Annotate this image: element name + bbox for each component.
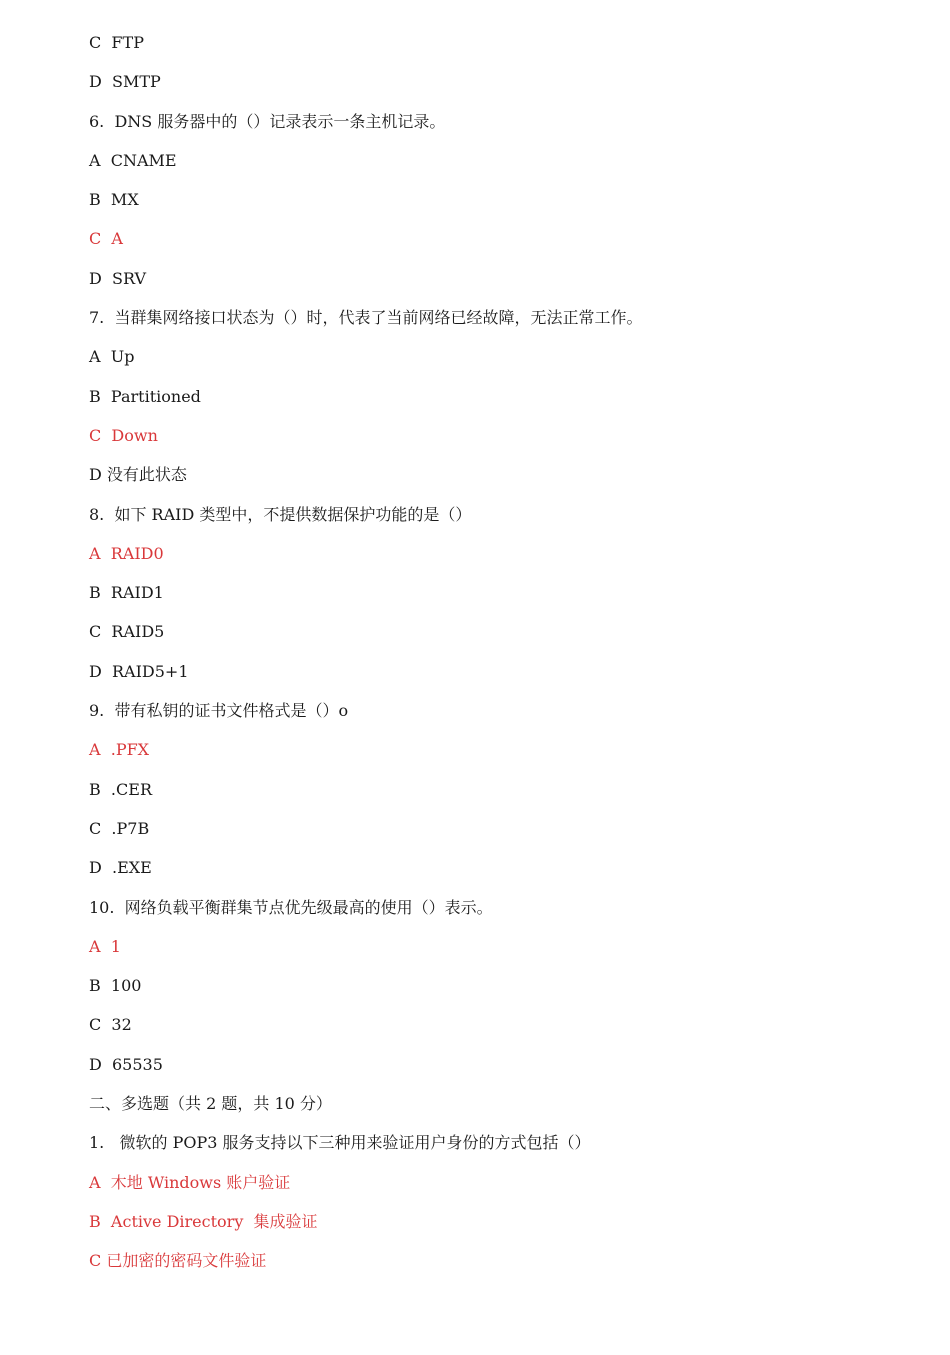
mc1-option-c-answer: C 已加密的密码文件验证 <box>89 1251 267 1271</box>
q9-option-b: B .CER <box>89 779 152 799</box>
q8-option-d: D RAID5+1 <box>89 661 189 681</box>
q8-option-a-answer: A RAID0 <box>89 543 164 563</box>
mc1-option-b-answer: B Active Directory 集成验证 <box>89 1211 318 1231</box>
question-9: 9. 带有私钥的证书文件格式是（）o <box>89 701 349 721</box>
q6-option-b: B MX <box>89 190 139 210</box>
q8-option-c: C RAID5 <box>89 622 165 642</box>
q7-option-c-answer: C Down <box>89 425 158 445</box>
section-heading-multiple-choice: 二、多选题（共 2 题，共 10 分） <box>89 1094 332 1114</box>
q9-option-d: D .EXE <box>89 858 152 878</box>
q6-option-d: D SRV <box>89 268 146 288</box>
question-10: 10. 网络负载平衡群集节点优先级最高的使用（）表示。 <box>89 897 493 917</box>
question-7: 7. 当群集网络接口状态为（）时，代表了当前网络已经故障，无法正常工作。 <box>89 308 643 328</box>
q6-option-a: A CNAME <box>89 150 177 170</box>
mc-question-1: 1. 微软的 POP3 服务支持以下三种用来验证用户身份的方式包括（） <box>89 1133 591 1153</box>
q10-option-a-answer: A 1 <box>89 936 121 956</box>
question-6: 6. DNS 服务器中的（）记录表示一条主机记录。 <box>89 111 446 131</box>
document-page <box>89 33 889 1291</box>
question-8: 8. 如下 RAID 类型中，不提供数据保护功能的是（） <box>89 504 472 524</box>
q10-option-b: B 100 <box>89 976 142 996</box>
q9-option-a-answer: A .PFX <box>89 740 150 760</box>
option-c-ftp: C FTP <box>89 33 144 52</box>
q7-option-b: B Partitioned <box>89 386 201 406</box>
q6-option-c-answer: C A <box>89 229 123 249</box>
q9-option-c: C .P7B <box>89 818 150 838</box>
q7-option-d: D 没有此状态 <box>89 465 187 485</box>
option-d-smtp: D SMTP <box>89 72 161 92</box>
q7-option-a: A Up <box>89 347 135 367</box>
q10-option-c: C 32 <box>89 1015 132 1035</box>
q8-option-b: B RAID1 <box>89 583 164 603</box>
q10-option-d: D 65535 <box>89 1054 163 1074</box>
mc1-option-a-answer: A 木地 Windows 账户验证 <box>89 1172 291 1192</box>
